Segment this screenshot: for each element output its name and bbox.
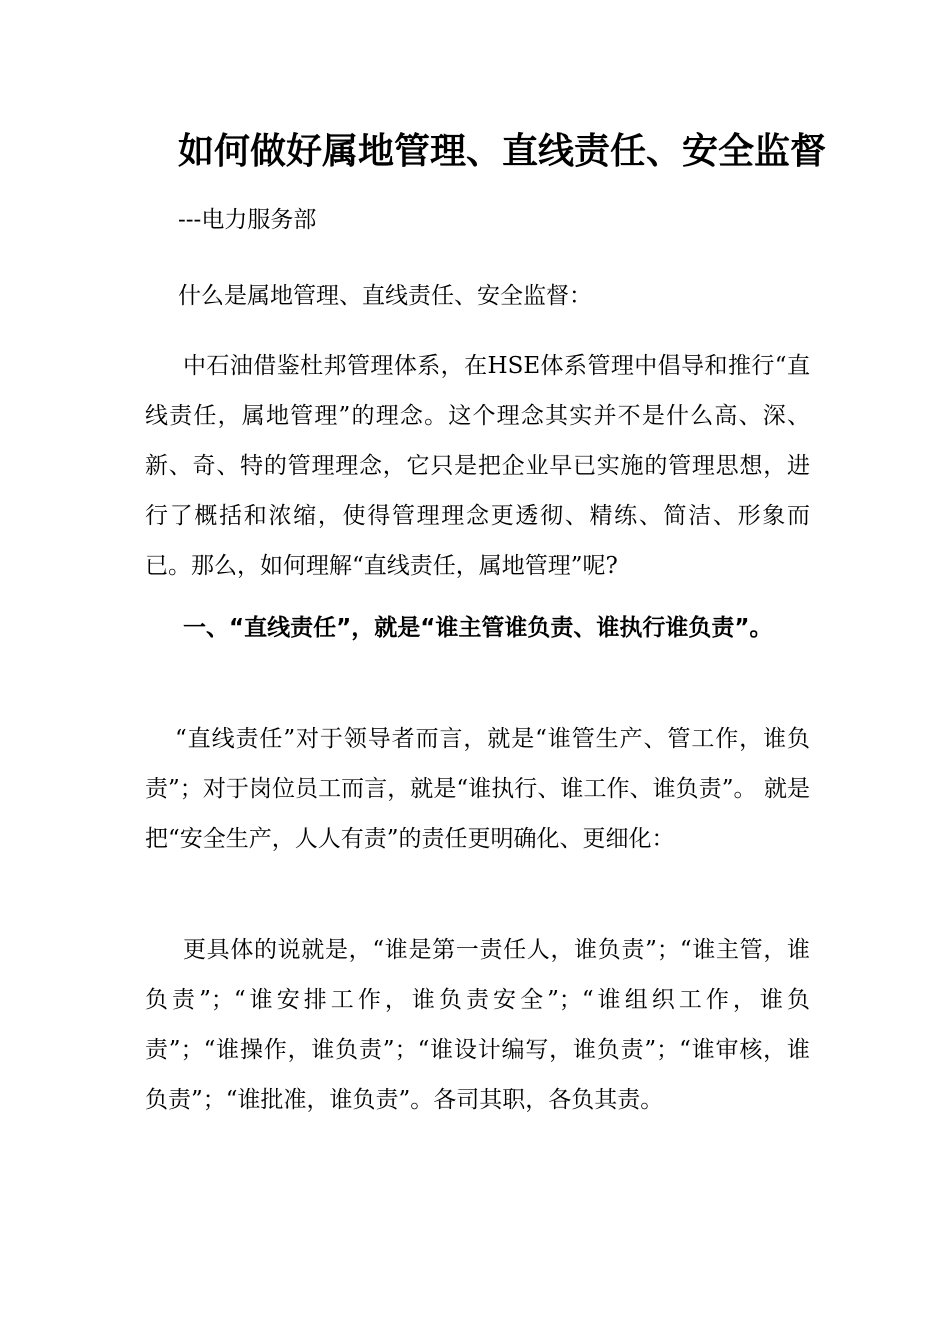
document-title: 如何做好属地管理、直线责任、安全监督 xyxy=(178,130,827,172)
paragraph-details: 更具体的说就是，“谁是第一责任人，谁负责”；“谁主管，谁负责”；“谁安排工作，谁负责安全”；“谁组织工作，谁负责”；“谁操作，谁负责”；“谁设计编写，谁负责”；“谁审核，谁负责”；“谁批准，谁负责”。各司其职，各负其责。 xyxy=(145,937,810,1113)
section-heading-1: 一、“直线责任”，就是“谁主管谁负责、谁执行谁负责”。 xyxy=(183,615,773,641)
paragraph-intro: 中石油借鉴杜邦管理体系，在HSE体系管理中倡导和推行“直线责任，属地管理”的理念。这个理念其实并不是什么高、深、新、奇、特的管理理念，它只是把企业早已实施的管理思想，进行了概括和浓缩，使得管理理念更透彻、精练、简洁、形象而已。那么，如何理解“直线责任，属地管理”呢? xyxy=(145,353,810,579)
section-question: 什么是属地管理、直线责任、安全监督： xyxy=(178,283,592,309)
document-subtitle: ---电力服务部 xyxy=(178,207,317,233)
paragraph-line-responsibility: “直线责任”对于领导者而言，就是“谁管生产、管工作，谁负责”；对于岗位员工而言，就是“谁执行、谁工作、谁负责”。 就是把“安全生产，人人有责”的责任更明确化、更细化： xyxy=(145,726,810,852)
